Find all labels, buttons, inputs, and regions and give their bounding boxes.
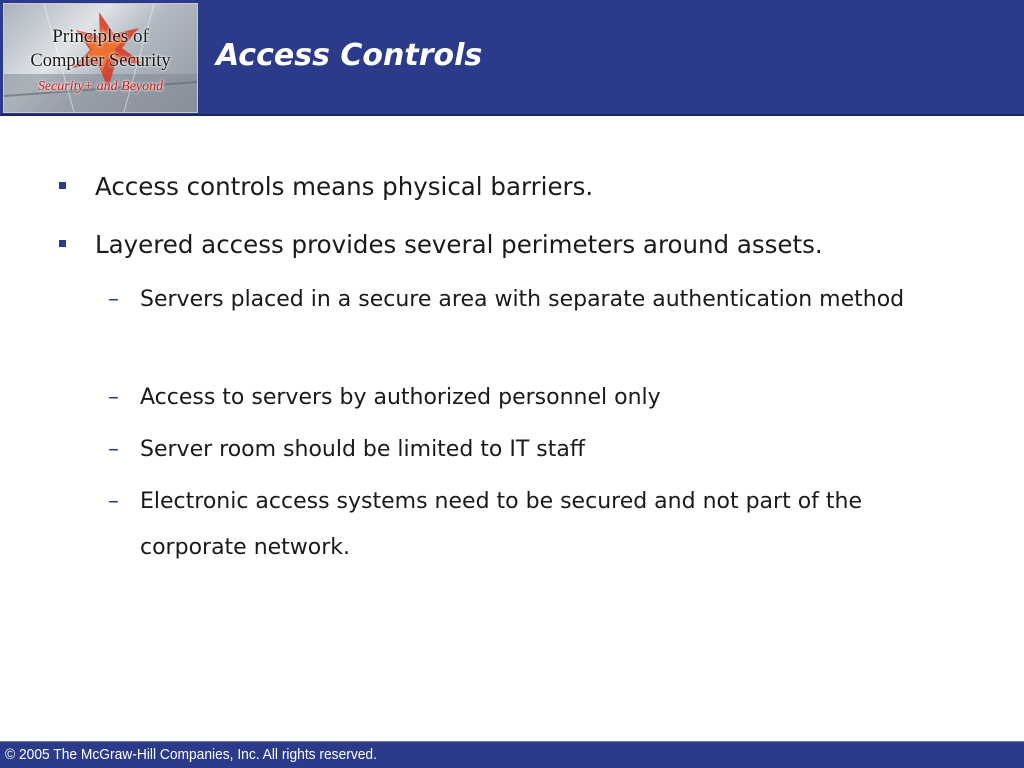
sub-bullet-item: Server room should be limited to IT staff — [140, 437, 586, 462]
bullet-item: Layered access provides several perimeters around assets. — [95, 230, 823, 259]
course-logo — [3, 3, 198, 113]
dash-bullet-icon: – — [108, 385, 119, 410]
logo-title-line1: Principles of — [52, 26, 149, 47]
sub-bullet-item: Access to servers by authorized personnel only — [140, 385, 661, 410]
dash-bullet-icon: – — [108, 489, 119, 514]
footer-bar — [0, 741, 1024, 768]
logo-title-line2: Computer Security — [30, 51, 171, 71]
dash-bullet-icon: – — [108, 437, 119, 462]
sub-bullet-item: Servers placed in a secure area with separate authentication method — [140, 287, 905, 312]
sub-bullet-item: Electronic access systems need to be secured and not part of the corporate network. — [140, 489, 863, 560]
square-bullet-icon — [59, 240, 66, 247]
slide-title: Access Controls — [216, 38, 483, 73]
dash-bullet-icon: – — [108, 287, 119, 312]
logo-subtitle: Security+ and Beyond — [37, 79, 164, 94]
copyright-notice: © 2005 The McGraw-Hill Companies, Inc. All rights reserved. — [5, 746, 377, 763]
bullet-item: Access controls means physical barriers. — [95, 172, 594, 201]
header-bar — [0, 0, 1024, 116]
square-bullet-icon — [59, 182, 66, 189]
